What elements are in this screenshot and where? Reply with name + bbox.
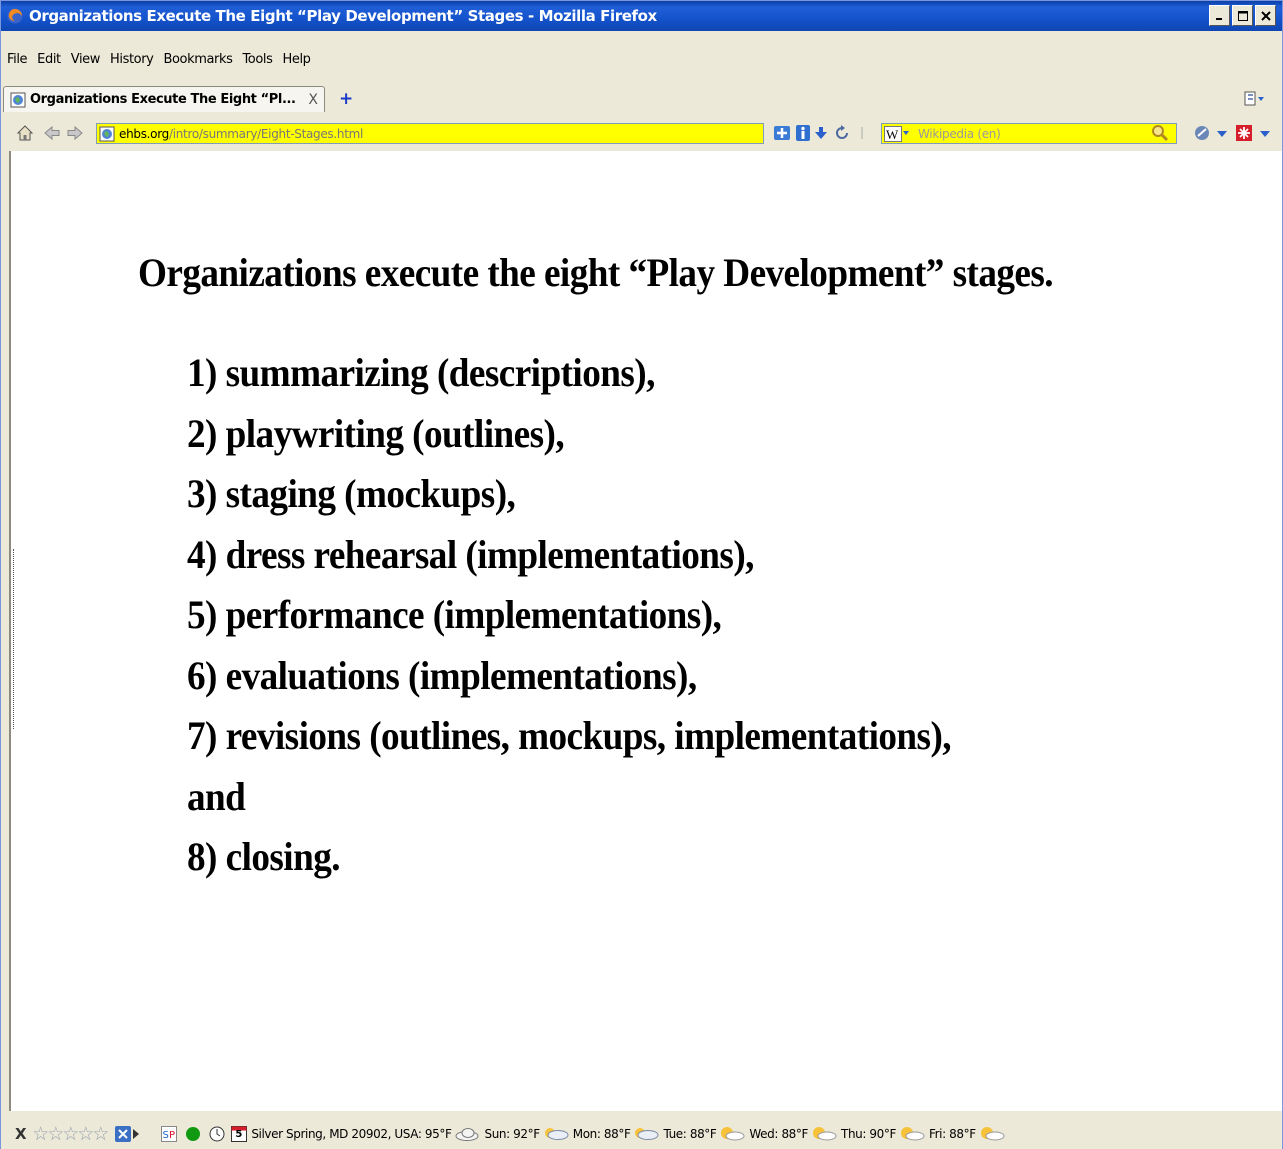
title-bar[interactable] — [1, 1, 1282, 31]
window-controls — [1209, 5, 1276, 26]
tab-label: Organizations Execute The Eight “Pl... — [30, 92, 296, 107]
new-tab-button[interactable]: + — [339, 89, 354, 109]
list-item: 6) evaluations (implementations), — [187, 652, 697, 698]
wikipedia-engine-icon[interactable] — [884, 126, 914, 142]
tab-active[interactable] — [3, 86, 325, 112]
forecast-fri[interactable]: Fri: 88°F — [929, 1127, 976, 1141]
add-bookmark-icon[interactable] — [773, 124, 791, 142]
tab-close-button[interactable]: X — [308, 91, 318, 108]
partly-cloudy-rain-icon — [543, 1127, 569, 1141]
close-window-button[interactable] — [1255, 5, 1276, 26]
cloud-icon — [454, 1127, 480, 1141]
stop-separator-icon — [856, 124, 874, 142]
back-icon[interactable] — [43, 124, 61, 142]
maximize-button[interactable] — [1232, 5, 1253, 26]
clock-icon[interactable] — [209, 1126, 225, 1142]
close-addon-bar-button[interactable]: X — [15, 1125, 27, 1143]
svg-text:S: S — [162, 1130, 169, 1141]
forward-icon[interactable] — [66, 124, 84, 142]
list-all-tabs-icon[interactable] — [1244, 91, 1266, 107]
site-icon — [99, 126, 115, 142]
forecast-tue[interactable]: Tue: 88°F — [663, 1127, 717, 1141]
tab-strip — [1, 83, 1282, 113]
list-item: and — [187, 773, 246, 819]
url-path: /intro/summary/Eight-Stages.html — [168, 126, 364, 141]
rating-stars[interactable]: ☆☆☆☆☆ — [32, 1123, 108, 1145]
download-arrow-icon[interactable] — [812, 124, 830, 142]
status-bar — [1, 1119, 1282, 1149]
partly-cloudy-rain-icon — [633, 1127, 659, 1141]
web-developer-icon[interactable] — [161, 1126, 177, 1142]
info-icon[interactable] — [794, 124, 812, 142]
stage-list — [187, 343, 951, 888]
partly-sunny-icon — [811, 1127, 837, 1141]
partly-sunny-icon — [719, 1127, 745, 1141]
minimize-button[interactable] — [1209, 5, 1230, 26]
menu-help[interactable]: Help — [282, 51, 311, 67]
list-item: 4) dress rehearsal (implementations), — [187, 531, 754, 577]
calendar-day: 5 — [235, 1129, 242, 1140]
svg-text:W: W — [886, 126, 898, 142]
firefox-icon — [7, 8, 23, 24]
minimize-icon — [1215, 11, 1225, 21]
partly-sunny-icon — [979, 1127, 1005, 1141]
forecast-sun[interactable]: Sun: 92°F — [484, 1127, 540, 1141]
home-icon[interactable] — [16, 124, 34, 142]
menu-edit[interactable]: Edit — [37, 51, 61, 67]
green-status-icon[interactable] — [185, 1126, 201, 1142]
svg-text:P: P — [169, 1130, 175, 1141]
list-item: 5) performance (implementations), — [187, 592, 722, 637]
addon-red-icon[interactable] — [1235, 124, 1253, 142]
reload-icon[interactable] — [833, 124, 851, 142]
addon-x-icon[interactable] — [115, 1126, 131, 1142]
extension-dropdown-icon[interactable] — [1213, 124, 1231, 142]
chevron-right-icon[interactable] — [133, 1129, 139, 1139]
menu-view[interactable]: View — [70, 51, 100, 67]
list-item: 8) closing. — [187, 834, 340, 879]
list-item: 2) playwriting (outlines), — [187, 410, 565, 456]
search-placeholder: Wikipedia (en) — [918, 126, 1001, 141]
forecast-wed[interactable]: Wed: 88°F — [749, 1127, 809, 1141]
menu-bookmarks[interactable]: Bookmarks — [163, 51, 233, 67]
sidebar-splitter[interactable] — [13, 549, 20, 729]
forecast-mon[interactable]: Mon: 88°F — [572, 1127, 631, 1141]
close-icon — [1261, 11, 1271, 21]
page-content — [9, 151, 1282, 1111]
extension-icon[interactable] — [1193, 124, 1211, 142]
forecast-thu[interactable]: Thu: 90°F — [841, 1127, 896, 1141]
navigation-toolbar — [1, 119, 1282, 147]
partly-sunny-icon — [899, 1127, 925, 1141]
list-item: 7) revisions (outlines, mockups, implementations), — [187, 713, 952, 758]
menu-history[interactable]: History — [109, 51, 154, 67]
window-title: Organizations Execute The Eight “Play Development” Stages - Mozilla Firefox — [29, 7, 657, 25]
url-bar[interactable] — [96, 123, 764, 144]
maximize-icon — [1238, 11, 1248, 21]
page-icon — [10, 92, 26, 108]
weather-location[interactable]: Silver Spring, MD 20902, USA: 95°F — [251, 1127, 452, 1141]
list-item: 1) summarizing (descriptions), — [187, 350, 655, 395]
menu-file[interactable]: File — [7, 51, 28, 67]
url-domain: ehbs.org — [119, 126, 169, 141]
menu-bar — [1, 47, 1282, 71]
page-heading: Organizations execute the eight “Play Development” stages. — [138, 250, 1054, 295]
addon-dropdown-icon[interactable] — [1256, 124, 1274, 142]
search-icon[interactable] — [1151, 124, 1169, 142]
list-item: 3) staging (mockups), — [187, 471, 516, 516]
search-bar[interactable] — [881, 123, 1177, 144]
menu-tools[interactable]: Tools — [242, 51, 273, 67]
calendar-icon[interactable] — [231, 1126, 247, 1142]
